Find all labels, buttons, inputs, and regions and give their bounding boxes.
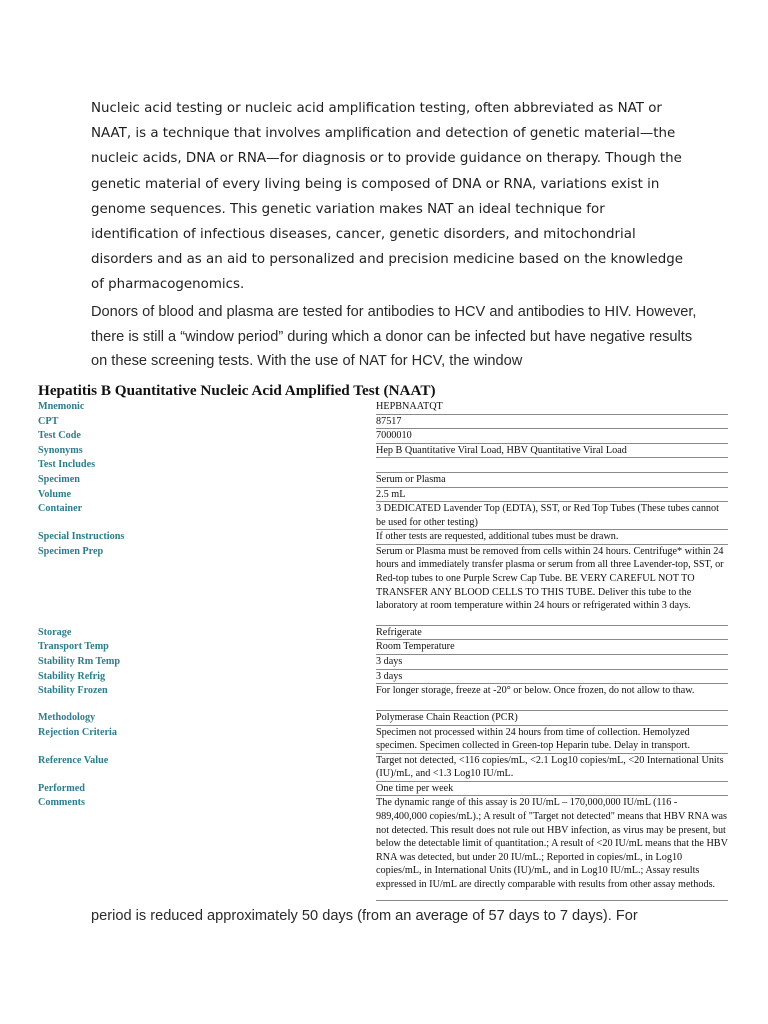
- test-info-rows: [0, 400, 768, 901]
- row-value: 2.5 mL: [376, 488, 728, 503]
- row-label: Test Code: [38, 430, 81, 442]
- row-value: If other tests are requested, additional tubes must be drawn.: [376, 530, 728, 545]
- row-value: 7000010: [376, 429, 728, 444]
- test-info-row: [0, 640, 768, 655]
- intro-paragraph: Nucleic acid testing or nucleic acid amplification testing, often abbreviated as NAT or NAAT, is a technique that involves amplification and detection of genetic material—the nucleic acids, DNA or RNA—for diagnosis or to provide guidance on therapy. Though the genetic material of every living being is composed of DNA or RNA, variations exist in genome sequences. This genetic variation makes NAT an ideal technique for identification of infectious diseases, cancer, genetic disorders, and mitochondrial disorders and as an aid to personalized and precision medicine based on the knowledge of pharmacogenomics.: [91, 101, 684, 293]
- row-value: The dynamic range of this assay is 20 IU/mL – 170,000,000 IU/mL (116 - 989,400,000 copies/mL).; A result of "Target not detected" means that HBV RNA was not detected. This result does not rule out HBV infection, as virus may be present, but below the detectable limit of quantitation.; A result of <20 IU/mL means that the HBV RNA was detected, but under 20 IU/mL.; Reported in copies/mL, in Log10 copies/mL, in International Units (IU)/mL, and in Log10 IU/mL.; Assay results expressed in IU/mL are directly comparable with results from other assay methods.: [376, 796, 728, 901]
- test-info-row: [0, 415, 768, 430]
- row-value: 3 days: [376, 670, 728, 685]
- row-value: Hep B Quantitative Viral Load, HBV Quantitative Viral Load: [376, 444, 728, 459]
- row-value: HEPBNAATQT: [376, 400, 728, 415]
- row-label: Stability Refrig: [38, 670, 106, 682]
- test-info-row: [0, 400, 768, 415]
- third-paragraph: period is reduced approximately 50 days (from an average of 57 days to 7 days). For: [91, 908, 638, 924]
- row-label: Methodology: [38, 712, 96, 724]
- row-value: Target not detected, <116 copies/mL, <2.1 Log10 copies/mL, <20 International Units (IU)/mL, and <1.3 Log10 IU/mL.: [376, 754, 728, 782]
- row-label: Performed: [38, 782, 85, 794]
- row-label: Special Instructions: [38, 531, 125, 543]
- row-value: [376, 458, 728, 473]
- row-label: Storage: [38, 626, 72, 638]
- test-info-row: [0, 670, 768, 685]
- row-value: One time per week: [376, 782, 728, 797]
- row-value: For longer storage, freeze at -20° or below. Once frozen, do not allow to thaw.: [376, 684, 728, 711]
- test-info-sheet: [0, 376, 768, 902]
- test-sheet-title: Hepatitis B Quantitative Nucleic Acid Amplified Test (NAAT): [38, 382, 436, 399]
- test-info-row: [0, 502, 768, 530]
- row-label: CPT: [38, 415, 59, 427]
- test-info-row: [0, 530, 768, 545]
- second-paragraph: Donors of blood and plasma are tested for antibodies to HCV and antibodies to HIV. However, there is still a “window period” during which a donor can be infected but have negative results on these screening tests. With the use of NAT for HCV, the window: [91, 304, 697, 369]
- row-label: Specimen Prep: [38, 545, 104, 557]
- test-info-row: [0, 488, 768, 503]
- row-label: Container: [38, 503, 83, 515]
- row-label: Test Includes: [38, 459, 96, 471]
- row-value: Polymerase Chain Reaction (PCR): [376, 711, 728, 726]
- test-info-row: [0, 429, 768, 444]
- test-info-row: [0, 711, 768, 726]
- row-value: Room Temperature: [376, 640, 728, 655]
- row-value: 87517: [376, 415, 728, 430]
- test-info-row: [0, 626, 768, 641]
- row-value: Serum or Plasma must be removed from cells within 24 hours. Centrifuge* within 24 hours and immediately transfer plasma or serum from all three Lavender-top, SST, or Red-top tubes to one Purple Screw Cap Tube. BE VERY CAREFUL NOT TO TRANSFER ANY BLOOD CELLS TO THIS TUBE. Deliver this tube to the laboratory at room temperature within 24 hours or refrigerated within 3 days.: [376, 545, 728, 626]
- row-label: Stability Frozen: [38, 685, 108, 697]
- row-value: Refrigerate: [376, 626, 728, 641]
- row-value: 3 DEDICATED Lavender Top (EDTA), SST, or Red Top Tubes (These tubes cannot be used for other testing): [376, 502, 728, 530]
- test-info-row: [0, 726, 768, 754]
- row-label: Comments: [38, 797, 85, 809]
- test-info-row: [0, 754, 768, 782]
- row-value: 3 days: [376, 655, 728, 670]
- test-info-row: [0, 684, 768, 711]
- row-label: Reference Value: [38, 754, 109, 766]
- row-label: Synonyms: [38, 444, 83, 456]
- test-info-row: [0, 444, 768, 459]
- test-info-row: [0, 458, 768, 473]
- test-info-row: [0, 782, 768, 797]
- test-info-row: [0, 545, 768, 626]
- row-label: Volume: [38, 488, 72, 500]
- test-info-row: [0, 655, 768, 670]
- row-label: Transport Temp: [38, 641, 109, 653]
- row-value: Specimen not processed within 24 hours from time of collection. Hemolyzed specimen. Specimen collected in Green-top Heparin tube. Delay in transport.: [376, 726, 728, 754]
- row-label: Specimen: [38, 473, 80, 485]
- row-value: Serum or Plasma: [376, 473, 728, 488]
- test-info-row: [0, 796, 768, 901]
- row-label: Mnemonic: [38, 401, 85, 412]
- row-label: Stability Rm Temp: [38, 655, 121, 667]
- test-info-row: [0, 473, 768, 488]
- row-label: Rejection Criteria: [38, 726, 117, 738]
